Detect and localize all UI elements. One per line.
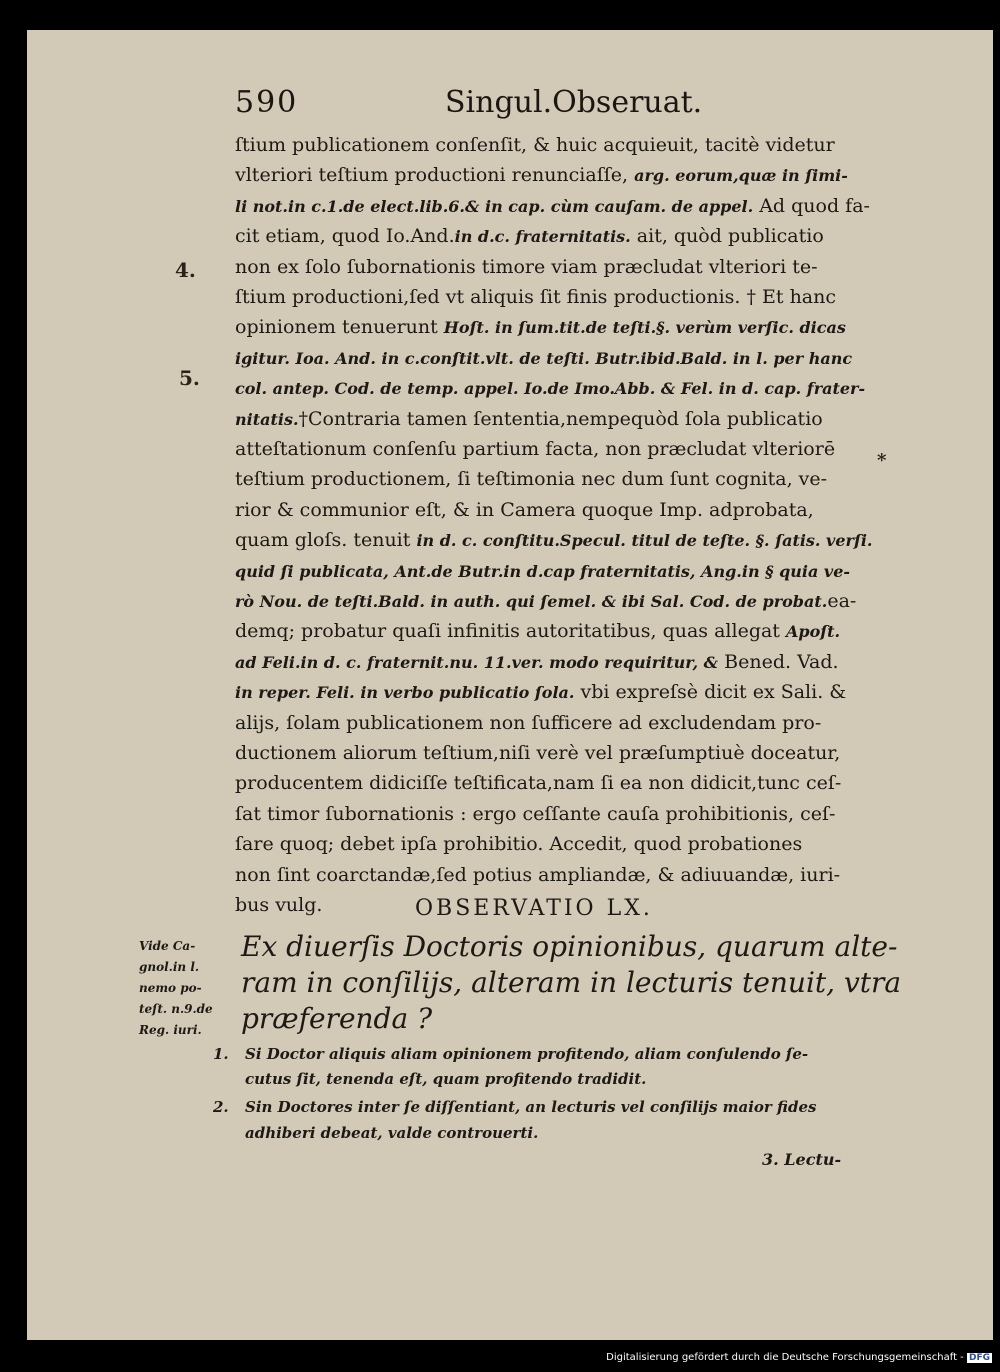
body-line-text: alijs, ſolam publicationem non ſufficere ad excludendam pro-	[235, 711, 822, 734]
observatio-title-line: præferenda ?	[241, 1002, 433, 1035]
observatio-title-line: Ex diuerſis Doctoris opinionibus, quarum alte-	[241, 930, 898, 963]
body-line-text: producentem didiciſſe teſtificata,nam ſi ea non didicit,tunc ceſ-	[235, 772, 842, 795]
body-line-text: non ex ſolo ſubornationis timore viam præcludat vlteriori te-	[235, 255, 818, 278]
body-line-citation: Hoſt. in ſum.tit.de teſti.§. verùm verſic. dicas	[443, 318, 846, 338]
body-line	[235, 312, 895, 342]
body-line-text: ſtium productioni,ſed vt aliquis ſit finis productionis. † Et hanc	[235, 286, 837, 308]
body-line	[235, 829, 895, 859]
side-note-line: nemo po-	[139, 981, 202, 995]
body-line	[235, 373, 895, 403]
body-line-text: ait, quòd publicatio	[630, 225, 824, 248]
summary-text: Si Doctor aliquis aliam opinionem profitendo, aliam conſulendo ſe-	[245, 1045, 809, 1063]
body-line	[235, 525, 895, 555]
body-line	[235, 616, 895, 646]
body-line	[235, 343, 895, 373]
body-line	[235, 221, 895, 251]
side-note	[139, 936, 213, 1041]
body-line-citation: in d.c. fraternitatis.	[454, 227, 631, 247]
observatio-heading: OBSERVATIO LX.	[415, 896, 653, 921]
body-line-text: cit etiam, quod Io.And.	[235, 225, 455, 248]
body-line-citation: ad Feli.in d. c. fraternit.nu. 11.ver. modo requiritur, &	[235, 652, 719, 672]
body-line	[235, 738, 895, 768]
body-line-text: quam gloſs. tenuit	[235, 529, 417, 552]
side-note-line: Vide Ca-	[139, 939, 196, 953]
body-line-text: Ad quod fa-	[753, 194, 870, 217]
footer-text: Digitalisierung gefördert durch die Deutsche Forschungsgemeinschaft -	[606, 1352, 964, 1363]
summary-text: adhiberi debeat, valde controuerti.	[245, 1124, 539, 1142]
side-note-line: Reg. iuri.	[139, 1023, 202, 1037]
summary-number: 2.	[213, 1098, 229, 1116]
dfg-logo-badge: DFG	[968, 1353, 990, 1363]
body-line	[235, 191, 895, 221]
body-line	[235, 556, 895, 586]
body-line-citation: igitur. Ioa. And. in c.conſtit.vlt. de teſti. Butr.ibid.Bald. in l. per hanc	[235, 348, 853, 368]
summary-text: Sin Doctores inter ſe diſſentiant, an lecturis vel conſilijs maior fides	[245, 1098, 817, 1116]
body-line-text: ductionem aliorum teſtium,niſi verè vel præſumptiuè doceatur,	[235, 742, 841, 764]
body-line-text: non ſint coarctandæ,ſed potius ampliandæ, & adiuuandæ, iuri-	[235, 863, 841, 886]
book-page	[27, 30, 993, 1340]
body-line-text: teſtium productionem, ſi teſtimonia nec dum ſunt cognita, ve-	[235, 468, 828, 491]
body-line	[235, 647, 895, 677]
body-line-text: atteſtationum conſenſu partium facta, non præcludat vlteriorē	[235, 438, 836, 460]
body-line-text: ſat timor ſubornationis : ergo ceſſante cauſa prohibitionis, ceſ-	[235, 802, 836, 825]
summary-text: cutus ſit, tenenda eſt, quam profitendo tradidit.	[245, 1070, 647, 1088]
margin-number-5: 5.	[179, 366, 200, 390]
catchword: 3. Lectu-	[762, 1150, 842, 1169]
body-line	[235, 768, 895, 798]
body-line-text: vbi expreſsè dicit ex Sali. &	[574, 681, 847, 704]
summary-number: 1.	[213, 1045, 229, 1063]
side-note-line: teſt. n.9.de	[139, 1002, 213, 1016]
body-line-citation: li not.in c.1.de elect.lib.6.& in cap. cùm cauſam. de appel.	[235, 196, 754, 216]
body-line	[235, 586, 895, 616]
body-line	[235, 495, 895, 525]
body-line-text: ſare quoq; debet ipſa prohibitio. Accedit, quod probationes	[235, 833, 803, 856]
body-line-citation: Apoſt.	[785, 622, 841, 642]
side-note-line: gnol.in l.	[139, 960, 200, 974]
body-line-citation: quid ſi publicata, Ant.de Butr.in d.cap fraternitatis, Ang.in § quia ve-	[235, 561, 851, 581]
body-line-citation: in d. c. conſtitu.Specul. titul de teſte. §. ſatis. verſi.	[416, 531, 873, 551]
body-line-text: bus vulg.	[235, 894, 323, 916]
body-line-citation: in reper. Feli. in verbo publicatio ſola.	[235, 683, 575, 703]
body-line	[235, 282, 895, 312]
body-line	[235, 252, 895, 282]
body-line-text: Bened. Vad.	[718, 650, 839, 673]
page-number: 590	[235, 85, 299, 120]
body-line	[235, 708, 895, 738]
body-line-text: vlteriori teſtium productioni renunciaſſe,	[235, 164, 635, 187]
running-head: Singul.Obseruat.	[445, 85, 703, 120]
margin-asterisk: *	[877, 450, 887, 471]
body-line-citation: nitatis.	[235, 409, 299, 429]
body-line-citation: arg. eorum,quæ in ſimi-	[634, 166, 848, 186]
body-line-citation: col. antep. Cod. de temp. appel. Io.de Imo.Abb. & Fel. in d. cap. frater-	[235, 379, 866, 399]
body-line-text: ea-	[827, 590, 857, 612]
body-line	[235, 404, 895, 434]
body-line-text: demq; probatur quaſi infinitis autoritatibus, quas allegat	[235, 620, 786, 643]
body-line	[235, 464, 895, 494]
footer	[606, 1352, 992, 1363]
body-line-text: †Contraria tamen ſententia,nempequòd ſola publicatio	[298, 407, 823, 430]
body-line-citation: rò Nou. de teſti.Bald. in auth. qui ſemel. & ibi Sal. Cod. de probat.	[235, 592, 828, 611]
body-line-text: ſtium publicationem conſenſit, & huic acquieuit, tacitè videtur	[235, 134, 835, 156]
body-line	[235, 160, 895, 190]
body-line	[235, 434, 895, 464]
margin-number-4: 4.	[175, 258, 196, 282]
body-line	[235, 799, 895, 829]
body-line	[235, 677, 895, 707]
observatio-title-line: ram in conſilijs, alteram in lecturis tenuit, vtra	[241, 966, 902, 999]
body-line-text: opinionem tenuerunt	[235, 316, 444, 339]
body-line	[235, 860, 895, 890]
body-line-text: rior & communior eſt, & in Camera quoque Imp. adprobata,	[235, 498, 814, 521]
body-line	[235, 130, 895, 160]
